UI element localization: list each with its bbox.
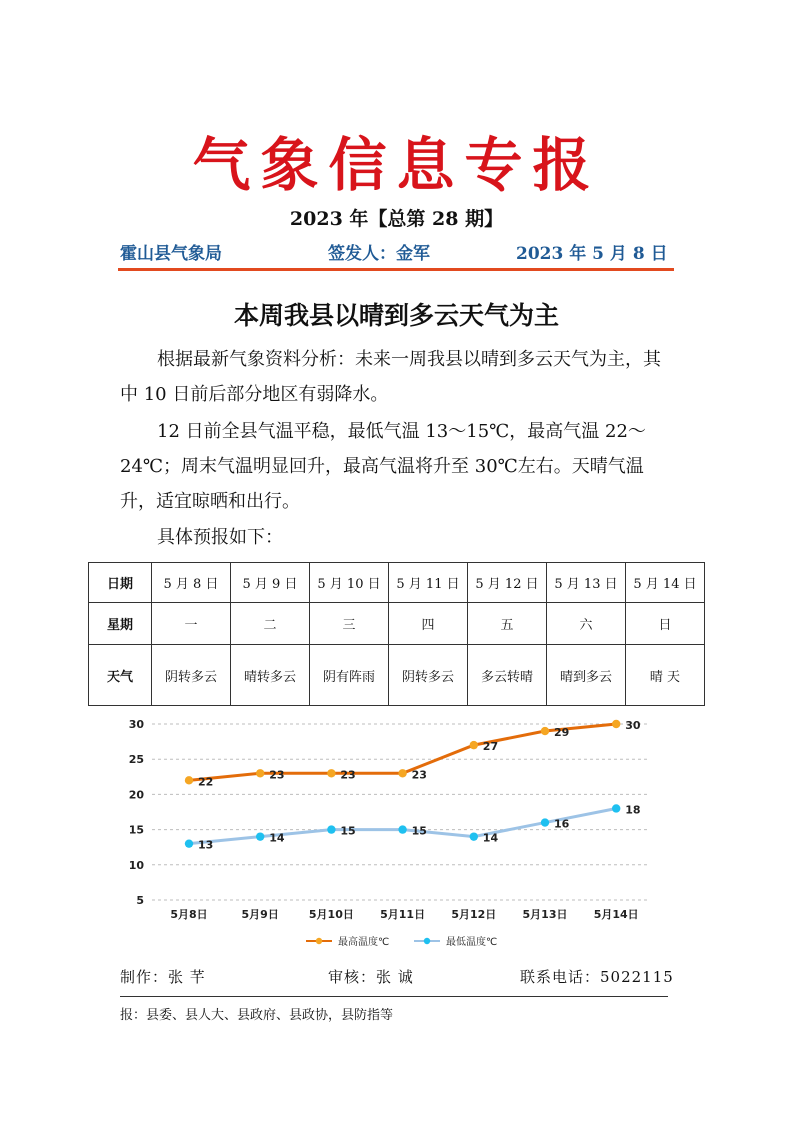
weather-cell: 晴 天	[626, 645, 705, 706]
date-cell: 5 月 11 日	[389, 563, 468, 603]
row-label-date: 日期	[89, 563, 152, 603]
data-point	[470, 832, 478, 840]
y-tick-label: 30	[128, 718, 144, 731]
y-tick-label: 15	[128, 823, 144, 837]
data-label: 30	[625, 719, 641, 732]
data-point	[256, 832, 264, 840]
date-cell: 5 月 9 日	[231, 563, 310, 603]
weather-cell: 阴转多云	[389, 645, 468, 706]
legend-swatch-marker	[424, 938, 430, 944]
legend-swatch-marker	[316, 938, 322, 944]
data-point	[327, 825, 335, 833]
data-point	[470, 741, 478, 749]
weekday-cell: 五	[468, 603, 547, 645]
legend-label: 最高温度℃	[338, 937, 390, 948]
data-label: 23	[411, 768, 427, 782]
x-tick-label: 5月10日	[308, 908, 354, 921]
issue-number: 2023 年【总第 28 期】	[289, 208, 504, 230]
signer: 签发人：金军	[328, 244, 430, 264]
date-cell: 5 月 8 日	[152, 563, 231, 603]
row-label-weekday: 星期	[89, 603, 152, 645]
data-label: 23	[340, 768, 356, 782]
data-point	[256, 769, 264, 777]
weather-cell: 多云转晴	[468, 645, 547, 706]
data-point	[398, 769, 406, 777]
date-cell: 5 月 10 日	[310, 563, 389, 603]
weather-cell: 晴到多云	[547, 645, 626, 706]
data-label: 22	[198, 775, 214, 789]
x-tick-label: 5月13日	[522, 908, 568, 921]
temperature-line-chart	[90, 710, 660, 960]
weather-cell: 晴转多云	[231, 645, 310, 706]
data-point	[541, 818, 549, 826]
distribution-list: 报：县委、县人大、县政府、县政协，县防指等	[120, 1008, 394, 1023]
data-point	[612, 804, 620, 812]
data-point	[612, 720, 620, 728]
x-tick-label: 5月12日	[451, 908, 497, 921]
date-cell: 5 月 14 日	[626, 563, 705, 603]
data-label: 27	[482, 740, 499, 754]
y-tick-label: 20	[128, 788, 144, 802]
data-point	[398, 825, 406, 833]
weather-cell: 阴有阵雨	[310, 645, 389, 706]
table-row-dates	[89, 563, 705, 603]
weekday-cell: 日	[626, 603, 705, 645]
weekday-cell: 一	[152, 603, 231, 645]
forecast-table	[88, 562, 705, 706]
date-cell: 5 月 13 日	[547, 563, 626, 603]
weekday-cell: 四	[389, 603, 468, 645]
data-point	[185, 839, 193, 847]
weekday-cell: 二	[231, 603, 310, 645]
date-cell: 5 月 12 日	[468, 563, 547, 603]
table-row-weekdays	[89, 603, 705, 645]
footer-reviewer: 审核：张 诚	[328, 968, 414, 986]
paragraph-2: 12 日前全县气温平稳，最低气温 13～15℃，最高气温 22～24℃；周末气温明显回升，最高气温将升至 30℃左右。天晴气温升，适宜晾晒和出行。	[120, 421, 646, 512]
footer-divider	[120, 996, 668, 997]
data-point	[327, 769, 335, 777]
issue-date: 2023 年 5 月 8 日	[516, 244, 668, 264]
row-label-weather: 天气	[89, 645, 152, 706]
paragraph-1: 根据最新气象资料分析：未来一周我县以晴到多云天气为主，其中 10 日前后部分地区有弱降水。	[120, 349, 661, 405]
masthead-title: 气象信息专报	[192, 131, 601, 199]
footer-author: 制作：张 芊	[120, 968, 206, 986]
data-label: 15	[340, 824, 356, 838]
x-tick-label: 5月11日	[380, 908, 426, 921]
data-label: 14	[269, 831, 285, 845]
data-label: 29	[554, 726, 570, 740]
weekday-cell: 三	[310, 603, 389, 645]
header-divider	[118, 268, 674, 271]
x-tick-label: 5月9日	[241, 908, 279, 921]
data-point	[541, 727, 549, 735]
issuing-organization: 霍山县气象局	[120, 244, 222, 264]
x-tick-label: 5月14日	[593, 908, 639, 921]
legend-label: 最低温度℃	[446, 937, 498, 948]
data-label: 14	[482, 831, 499, 845]
data-label: 16	[554, 817, 570, 831]
y-tick-label: 10	[128, 858, 144, 872]
footer-phone: 联系电话：5022115	[520, 968, 674, 986]
weekday-cell: 六	[547, 603, 626, 645]
paragraph-3: 具体预报如下：	[157, 527, 283, 548]
data-label: 18	[625, 803, 641, 817]
y-tick-label: 25	[128, 753, 144, 767]
data-label: 23	[269, 768, 285, 782]
data-label: 13	[198, 838, 214, 852]
headline: 本周我县以晴到多云天气为主	[233, 301, 559, 330]
data-point	[185, 776, 193, 784]
data-label: 15	[411, 824, 427, 838]
y-tick-label: 5	[136, 894, 144, 907]
weather-cell: 阴转多云	[152, 645, 231, 706]
table-row-weather	[89, 645, 705, 706]
x-tick-label: 5月8日	[170, 908, 208, 921]
